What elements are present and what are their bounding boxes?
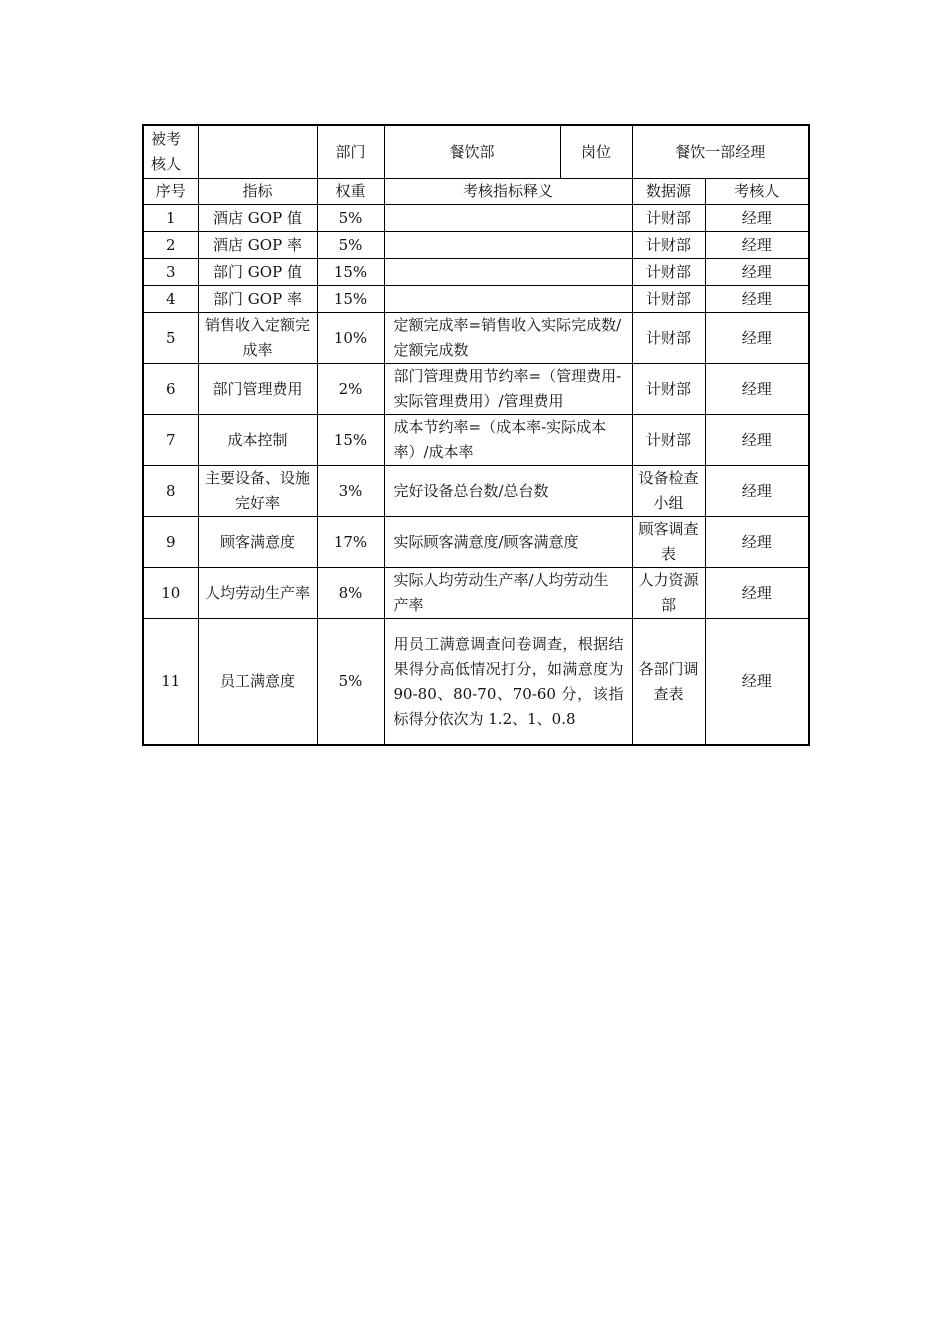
- row-source: 计财部: [632, 232, 705, 259]
- row-source: 计财部: [632, 259, 705, 286]
- row-assessor: 经理: [705, 313, 809, 364]
- dept-value: 餐饮部: [384, 125, 560, 179]
- row-assessor: 经理: [705, 466, 809, 517]
- row-definition: 部门管理费用节约率=（管理费用-实际管理费用）/管理费用: [384, 364, 632, 415]
- row-weight: 5%: [317, 619, 384, 746]
- kpi-sheet: [142, 124, 810, 746]
- table-row: [143, 364, 809, 415]
- assessee-label: 被考 核人: [143, 125, 198, 179]
- col-indicator: 指标: [198, 179, 317, 205]
- row-assessor: 经理: [705, 619, 809, 746]
- row-weight: 5%: [317, 205, 384, 232]
- row-no: 1: [143, 205, 198, 232]
- row-indicator: 酒店 GOP 值: [198, 205, 317, 232]
- row-indicator: 部门 GOP 率: [198, 286, 317, 313]
- dept-label: 部门: [317, 125, 384, 179]
- column-header-row: [143, 179, 809, 205]
- row-indicator: 销售收入定额完成率: [198, 313, 317, 364]
- row-source: 计财部: [632, 205, 705, 232]
- table-row: [143, 517, 809, 568]
- row-source: 各部门调查表: [632, 619, 705, 746]
- assessee-value: [198, 125, 317, 179]
- row-indicator: 员工满意度: [198, 619, 317, 746]
- row-definition: 用员工满意调查问卷调查，根据结果得分高低情况打分，如满意度为 90-80、80-70、70-60 分，该指标得分依次为 1.2、1、0.8: [384, 619, 632, 746]
- row-source: 计财部: [632, 313, 705, 364]
- row-assessor: 经理: [705, 205, 809, 232]
- table-row: [143, 313, 809, 364]
- row-no: 11: [143, 619, 198, 746]
- row-assessor: 经理: [705, 568, 809, 619]
- row-indicator: 酒店 GOP 率: [198, 232, 317, 259]
- table-row: [143, 259, 809, 286]
- row-assessor: 经理: [705, 415, 809, 466]
- table-row: [143, 286, 809, 313]
- row-no: 7: [143, 415, 198, 466]
- col-no: 序号: [143, 179, 198, 205]
- position-label: 岗位: [560, 125, 632, 179]
- row-no: 9: [143, 517, 198, 568]
- table-row: [143, 466, 809, 517]
- col-source: 数据源: [632, 179, 705, 205]
- row-definition: 完好设备总台数/总台数: [384, 466, 632, 517]
- row-assessor: 经理: [705, 286, 809, 313]
- row-indicator: 人均劳动生产率: [198, 568, 317, 619]
- table-row: [143, 568, 809, 619]
- row-source: 计财部: [632, 364, 705, 415]
- row-no: 3: [143, 259, 198, 286]
- row-definition: 定额完成率=销售收入实际完成数/定额完成数: [384, 313, 632, 364]
- row-assessor: 经理: [705, 517, 809, 568]
- row-weight: 3%: [317, 466, 384, 517]
- row-source: 设备检查小组: [632, 466, 705, 517]
- table-row: [143, 205, 809, 232]
- col-definition: 考核指标释义: [384, 179, 632, 205]
- row-source: 顾客调查表: [632, 517, 705, 568]
- col-assessor: 考核人: [705, 179, 809, 205]
- row-no: 2: [143, 232, 198, 259]
- row-weight: 2%: [317, 364, 384, 415]
- row-weight: 15%: [317, 286, 384, 313]
- row-no: 5: [143, 313, 198, 364]
- row-indicator: 顾客满意度: [198, 517, 317, 568]
- row-assessor: 经理: [705, 232, 809, 259]
- row-weight: 10%: [317, 313, 384, 364]
- row-definition: [384, 286, 632, 313]
- row-definition: 实际顾客满意度/顾客满意度: [384, 517, 632, 568]
- row-source: 计财部: [632, 286, 705, 313]
- row-definition: 成本节约率=（成本率-实际成本率）/成本率: [384, 415, 632, 466]
- header-row: [143, 125, 809, 179]
- row-definition: [384, 205, 632, 232]
- row-source: 人力资源部: [632, 568, 705, 619]
- row-source: 计财部: [632, 415, 705, 466]
- row-weight: 15%: [317, 415, 384, 466]
- row-definition: [384, 232, 632, 259]
- row-definition: 实际人均劳动生产率/人均劳动生产率: [384, 568, 632, 619]
- row-indicator: 部门 GOP 值: [198, 259, 317, 286]
- row-weight: 17%: [317, 517, 384, 568]
- table-row: [143, 232, 809, 259]
- row-no: 8: [143, 466, 198, 517]
- row-no: 4: [143, 286, 198, 313]
- row-no: 6: [143, 364, 198, 415]
- row-definition: [384, 259, 632, 286]
- row-no: 10: [143, 568, 198, 619]
- row-indicator: 成本控制: [198, 415, 317, 466]
- row-weight: 8%: [317, 568, 384, 619]
- table-row: [143, 619, 809, 746]
- row-assessor: 经理: [705, 364, 809, 415]
- row-weight: 15%: [317, 259, 384, 286]
- table-row: [143, 415, 809, 466]
- row-weight: 5%: [317, 232, 384, 259]
- position-value: 餐饮一部经理: [632, 125, 809, 179]
- row-indicator: 主要设备、设施完好率: [198, 466, 317, 517]
- kpi-table: [142, 124, 810, 746]
- row-indicator: 部门管理费用: [198, 364, 317, 415]
- col-weight: 权重: [317, 179, 384, 205]
- row-assessor: 经理: [705, 259, 809, 286]
